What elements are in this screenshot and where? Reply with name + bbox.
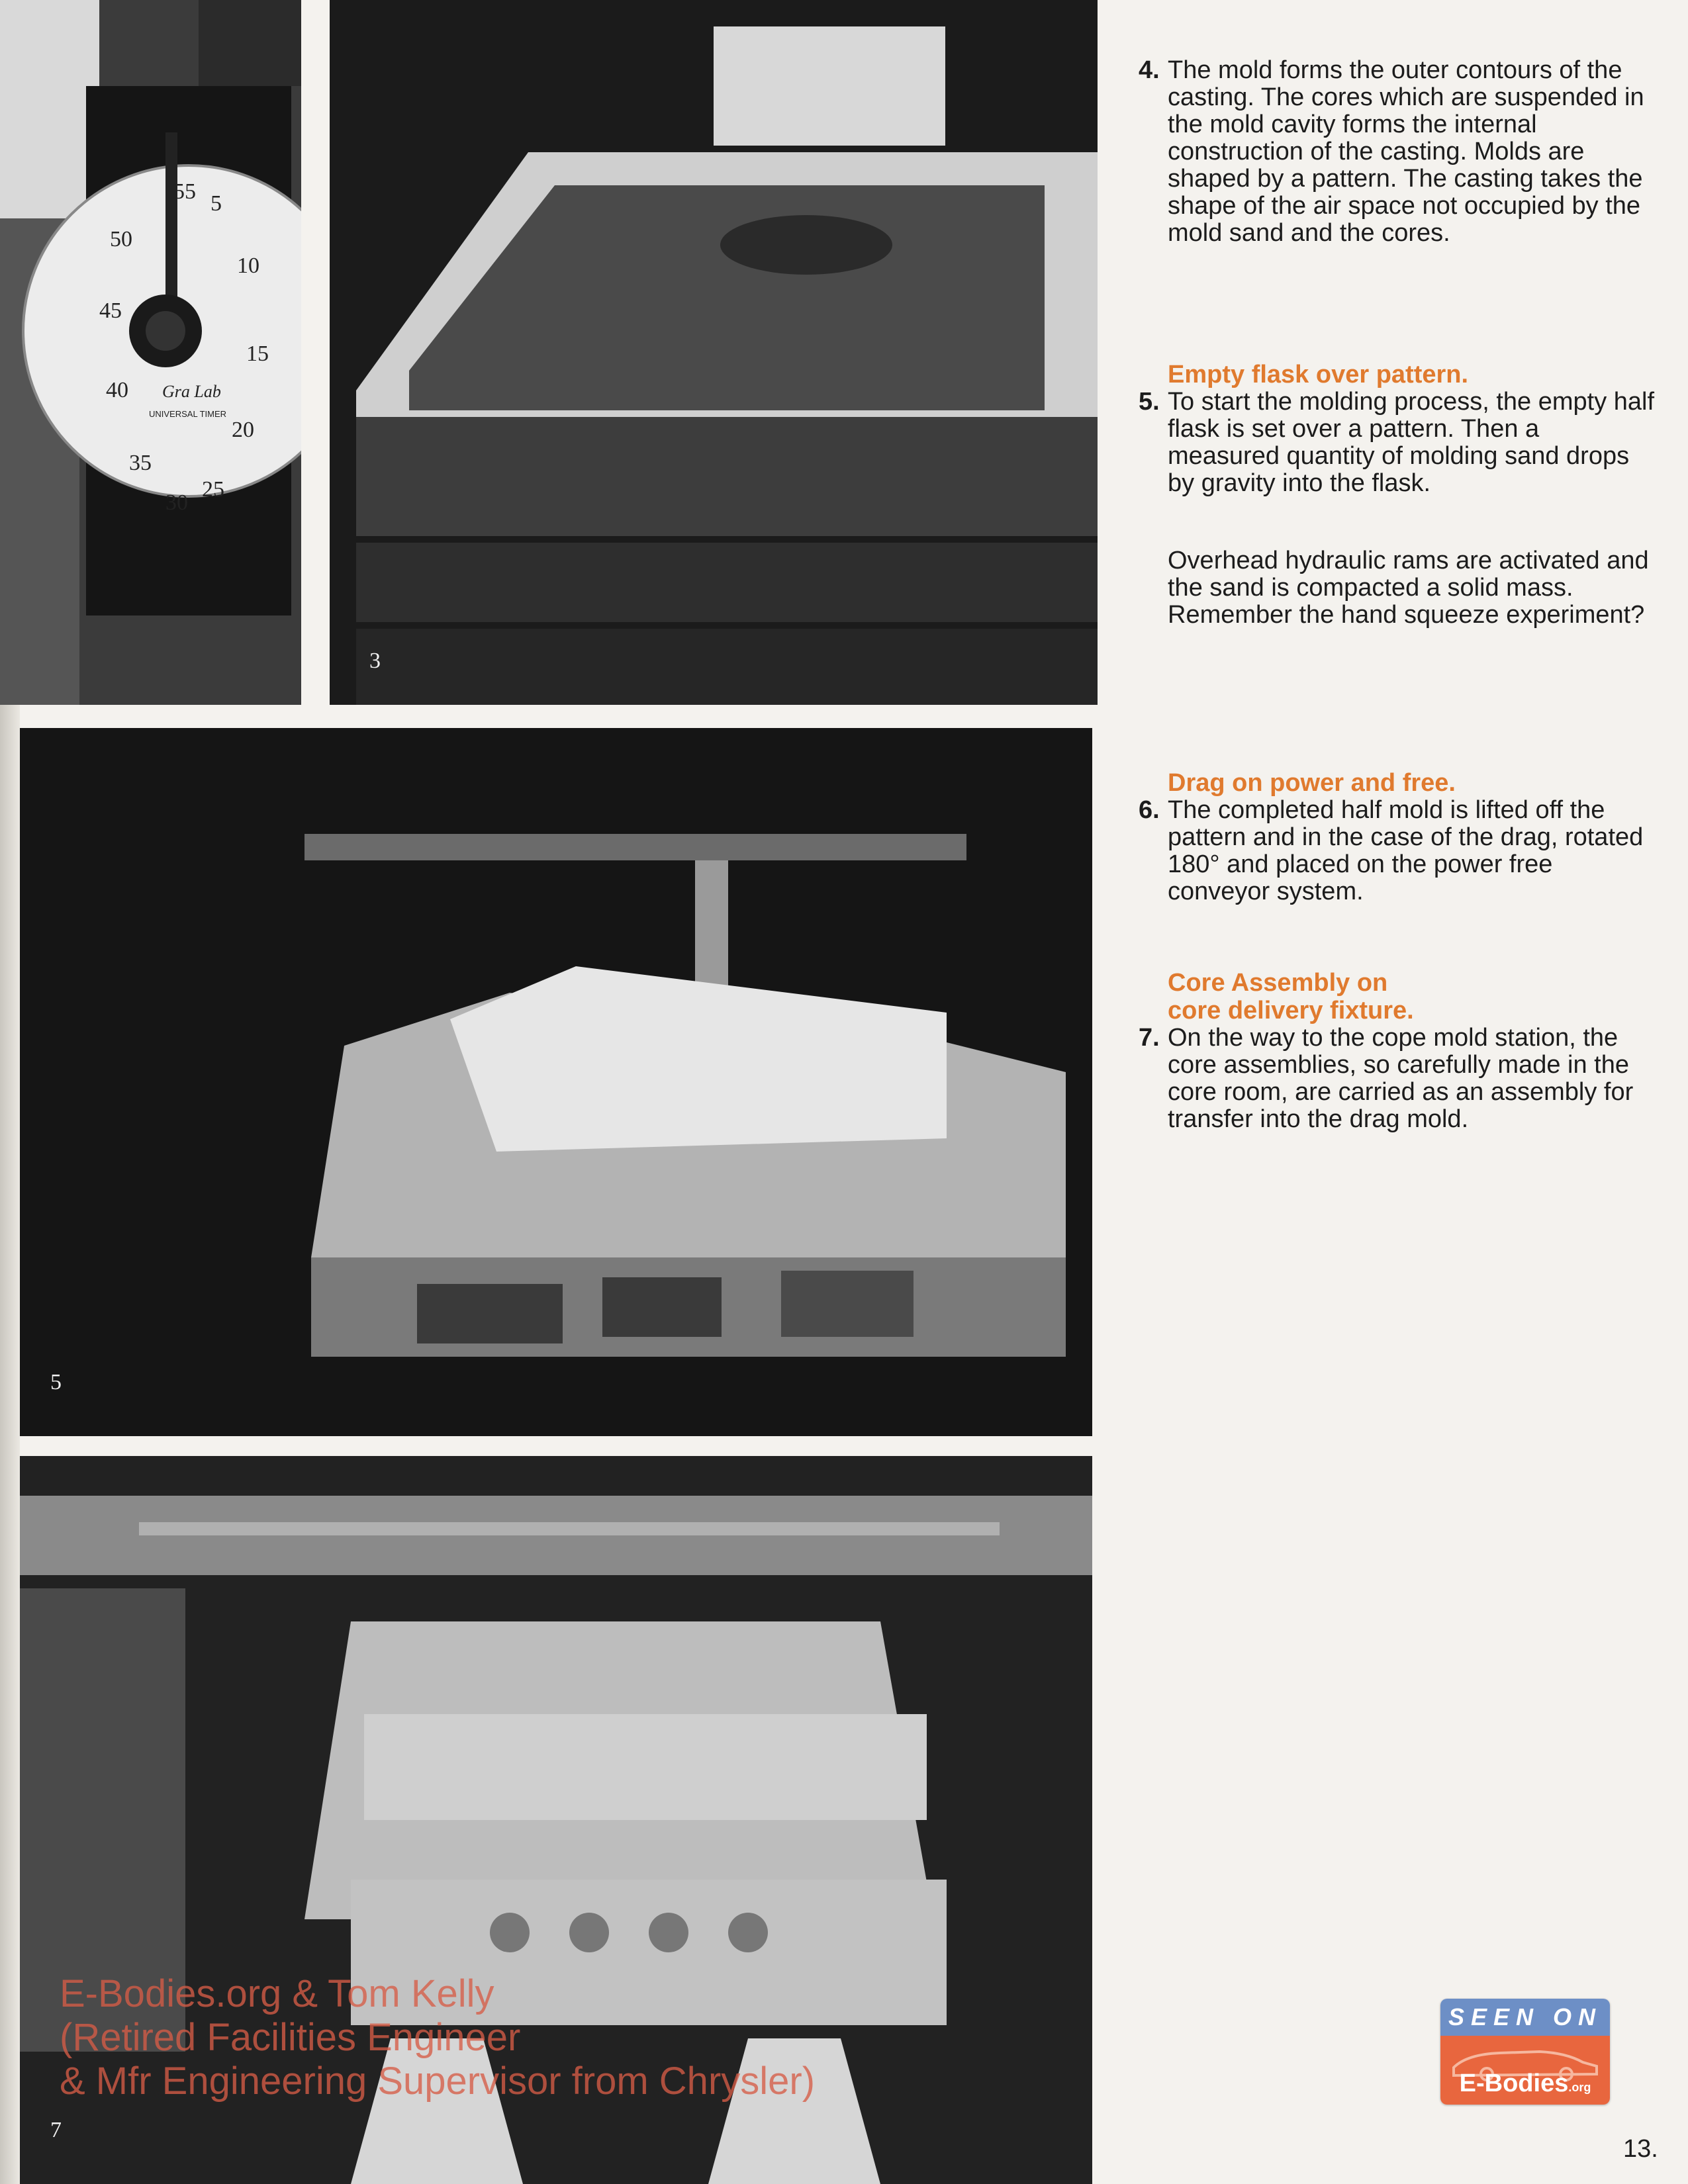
step-4-paragraph — [1139, 57, 1655, 247]
step-6 — [1139, 769, 1655, 905]
badge-brand-text — [1440, 2070, 1610, 2098]
svg-text:25: 25 — [202, 477, 224, 502]
photo-3-number: 3 — [369, 649, 381, 673]
watermark-line-2: (Retired Facilities Engineer — [60, 2016, 521, 2059]
page-number: 13. — [1623, 2135, 1658, 2163]
watermark-line-3: & Mfr Engineering Supervisor from Chrysler) — [60, 2060, 816, 2103]
step-7-heading-line-1: Core Assembly on — [1168, 969, 1388, 997]
svg-text:Gra Lab: Gra Lab — [162, 382, 221, 401]
timer-photo — [0, 0, 301, 705]
photo-3-flask — [330, 0, 1098, 705]
step-6-number: 6. — [1139, 796, 1160, 824]
step-5-text: To start the molding process, the empty half flask is set over a pattern. Then a measured quantity of molding sand drops by gravity into the flask. — [1168, 388, 1655, 497]
step-7 — [1139, 969, 1655, 1133]
svg-text:45: 45 — [99, 298, 122, 323]
step-7-paragraph — [1139, 1024, 1655, 1133]
svg-text:35: 35 — [129, 451, 152, 475]
step-4-number: 4. — [1139, 56, 1160, 84]
step-7-text: On the way to the cope mold station, the core assemblies, so carefully made in the core room, are carried as an assembly for transfer into the drag mold. — [1168, 1024, 1634, 1133]
step-5-paragraph-2: Overhead hydraulic rams are activated and the sand is compacted a solid mass. Remember the hand squeeze experiment? — [1168, 547, 1649, 629]
watermark — [60, 1972, 986, 2103]
watermark-line-1: E-Bodies.org & Tom Kelly — [60, 1972, 494, 2015]
badge-seen-on: SEEN ON — [1440, 1999, 1610, 2036]
svg-text:15: 15 — [246, 341, 269, 366]
step-5-heading: Empty flask over pattern. — [1168, 361, 1469, 388]
photo-7-number: 7 — [50, 2118, 62, 2142]
svg-text:30: 30 — [165, 490, 188, 515]
step-6-text: The completed half mold is lifted off the pattern and in the case of the drag, rotated 180° and placed on the power free conveyor system. — [1168, 796, 1644, 905]
seen-on-ebodies-badge — [1440, 1999, 1610, 2105]
badge-brand-suffix: .org — [1568, 2081, 1591, 2094]
photo-5-number: 5 — [50, 1370, 62, 1394]
svg-text:40: 40 — [106, 378, 128, 402]
photo-5-drag — [20, 728, 1092, 1436]
step-5-paragraph — [1139, 388, 1655, 497]
step-6-heading: Drag on power and free. — [1168, 769, 1456, 797]
svg-text:50: 50 — [110, 227, 132, 251]
svg-text:20: 20 — [232, 418, 254, 442]
step-5-number: 5. — [1139, 388, 1160, 416]
timer-photo-illustration — [0, 0, 301, 705]
badge-brand-name: E-Bodies — [1459, 2070, 1569, 2097]
svg-text:5: 5 — [211, 191, 222, 216]
step-4 — [1139, 57, 1655, 247]
svg-text:UNIVERSAL TIMER: UNIVERSAL TIMER — [149, 409, 227, 419]
step-7-number: 7. — [1139, 1024, 1160, 1052]
step-6-paragraph — [1139, 797, 1655, 905]
flask-illustration — [330, 0, 1098, 705]
step-5 — [1139, 361, 1655, 629]
step-4-text: The mold forms the outer contours of the casting. The cores which are suspended in the mold cavity forms the internal construction of the casting. Molds are shaped by a pattern. The casting takes the shape of the air space not occupied by the mold sand and the cores. — [1168, 56, 1644, 247]
svg-text:55: 55 — [173, 179, 196, 204]
drag-illustration — [20, 728, 1092, 1436]
step-7-heading-line-2: core delivery fixture. — [1168, 997, 1414, 1024]
svg-text:10: 10 — [237, 253, 259, 278]
badge-brand-panel — [1440, 2036, 1610, 2105]
